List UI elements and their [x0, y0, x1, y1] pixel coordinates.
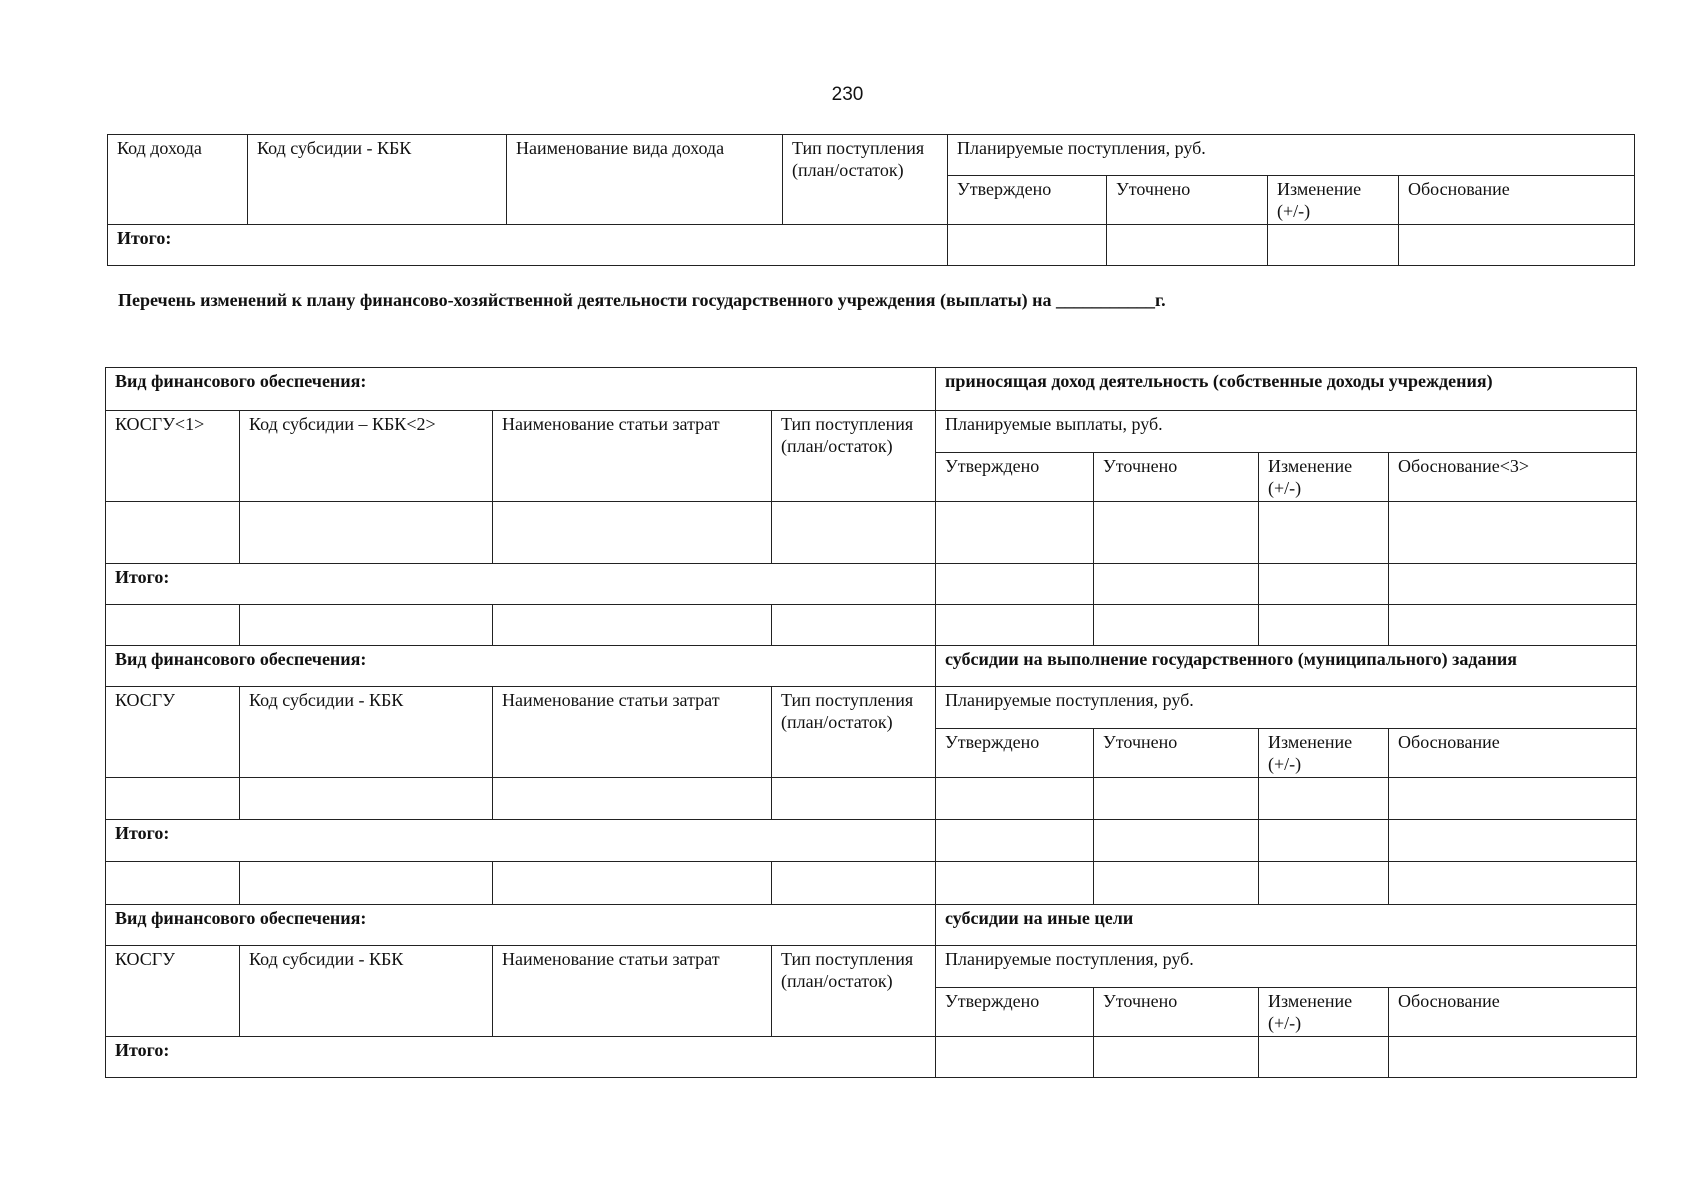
table-row: [106, 605, 1637, 646]
total-label: Итого:: [106, 1037, 936, 1078]
payments-title: Перечень изменений к плану финансово-хозяйственной деятельности государственного учреждения (выплаты) на ___________г.: [118, 290, 1166, 310]
header-receipt-type: Тип поступления (план/остаток): [772, 946, 936, 1037]
header-clarified: Уточнено: [1094, 988, 1259, 1037]
header-receipt-type: Тип поступления (план/остаток): [783, 135, 948, 225]
funding-type-value: субсидии на выполнение государственного (муниципального) задания: [936, 646, 1637, 687]
funding-type-label: Вид финансового обеспечения:: [106, 368, 936, 411]
table-row: [106, 778, 1637, 820]
header-income-name: Наименование вида дохода: [507, 135, 783, 225]
header-approved: Утверждено: [936, 988, 1094, 1037]
header-subsidy-code: Код субсидии – КБК<2>: [240, 411, 493, 502]
header-receipt-type: Тип поступления (план/остаток): [772, 687, 936, 778]
header-kosgu: КОСГУ: [106, 687, 240, 778]
income-table: [107, 134, 1635, 266]
header-receipt-type: Тип поступления (план/остаток): [772, 411, 936, 502]
funding-type-value: субсидии на иные цели: [936, 905, 1637, 946]
funding-type-value: приносящая доход деятельность (собственные доходы учреждения): [936, 368, 1637, 411]
header-expense-name: Наименование статьи затрат: [493, 687, 772, 778]
header-approved: Утверждено: [948, 176, 1107, 225]
table-row: [106, 862, 1637, 905]
header-planned: Планируемые выплаты, руб.: [936, 411, 1637, 453]
header-approved: Утверждено: [936, 453, 1094, 502]
header-clarified: Уточнено: [1094, 453, 1259, 502]
total-clarified-cell: [1107, 225, 1268, 266]
page-number: 230: [831, 84, 864, 105]
header-expense-name: Наименование статьи затрат: [493, 946, 772, 1037]
total-label: Итого:: [108, 225, 948, 266]
header-clarified: Уточнено: [1107, 176, 1268, 225]
header-approved: Утверждено: [936, 729, 1094, 778]
total-approved-cell: [948, 225, 1107, 266]
total-label: Итого:: [106, 564, 936, 605]
header-planned: Планируемые поступления, руб.: [936, 687, 1637, 729]
header-change: Изменение (+/-): [1259, 453, 1389, 502]
header-subsidy-code: Код субсидии - КБК: [240, 946, 493, 1037]
header-planned: Планируемые поступления, руб.: [948, 135, 1635, 176]
funding-type-label: Вид финансового обеспечения:: [106, 905, 936, 946]
header-reason: Обоснование<3>: [1389, 453, 1637, 502]
funding-type-label: Вид финансового обеспечения:: [106, 646, 936, 687]
header-reason: Обоснование: [1389, 988, 1637, 1037]
payments-table: [105, 367, 1637, 1078]
header-change: Изменение (+/-): [1259, 729, 1389, 778]
header-change: Изменение (+/-): [1268, 176, 1399, 225]
table-row: [106, 502, 1637, 564]
header-planned: Планируемые поступления, руб.: [936, 946, 1637, 988]
header-subsidy-code: Код субсидии - КБК: [248, 135, 507, 225]
header-reason: Обоснование: [1399, 176, 1635, 225]
total-change-cell: [1268, 225, 1399, 266]
total-label: Итого:: [106, 820, 936, 862]
header-change: Изменение (+/-): [1259, 988, 1389, 1037]
header-reason: Обоснование: [1389, 729, 1637, 778]
header-clarified: Уточнено: [1094, 729, 1259, 778]
header-income-code: Код дохода: [108, 135, 248, 225]
total-reason-cell: [1399, 225, 1635, 266]
header-kosgu: КОСГУ<1>: [106, 411, 240, 502]
header-subsidy-code: Код субсидии - КБК: [240, 687, 493, 778]
header-expense-name: Наименование статьи затрат: [493, 411, 772, 502]
header-kosgu: КОСГУ: [106, 946, 240, 1037]
